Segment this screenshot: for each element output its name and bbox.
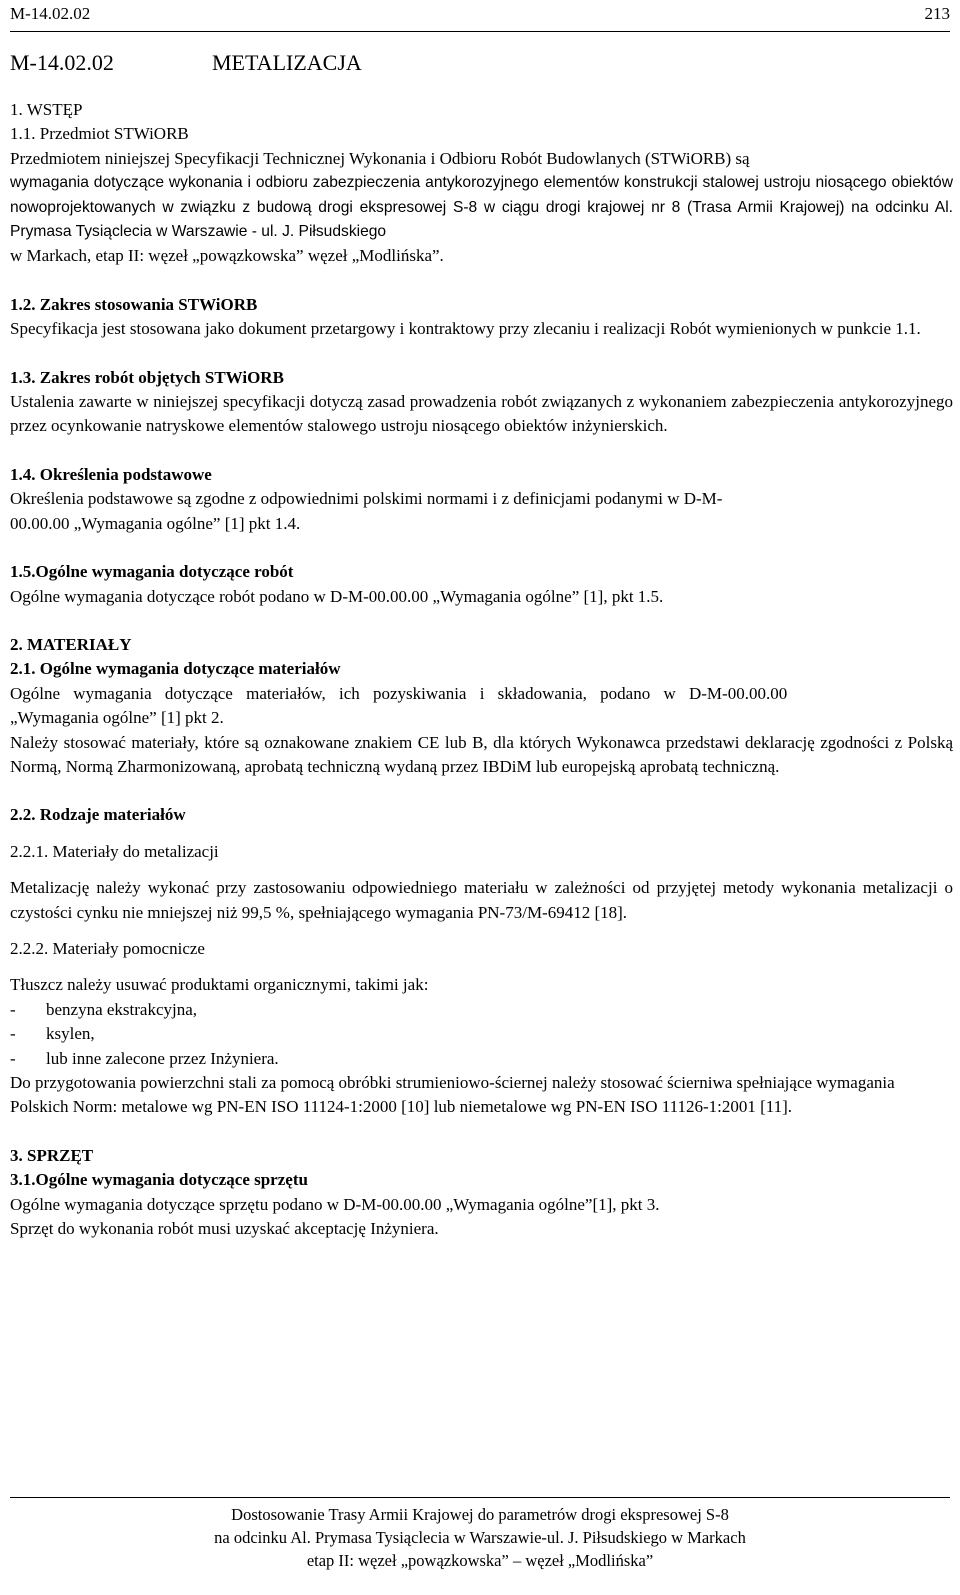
section-1-4-text-b: 00.00.00 „Wymagania ogólne” [1] pkt 1.4. — [10, 513, 301, 533]
section-3-1-text-b: Sprzęt do wykonania robót musi uzyskać akceptację Inżyniera. — [10, 1219, 439, 1239]
list-item: - lub inne zalecone przez Inżyniera. — [10, 1048, 279, 1068]
section-2-2-2-text-b: Do przygotowania powierzchni stali za pomocą obróbki strumieniowo-ściernej należy stosować ścierniwa spełniające wymagania Polskich Norm: metalowe wg PN-EN ISO 11124-1:2000 [10] lub niemetalowe wg PN-EN ISO 11126-1:2001 [11]. — [10, 1073, 895, 1117]
footer-rule — [10, 1497, 950, 1498]
section-2-2-heading: 2.2. Rodzaje materiałów — [10, 805, 186, 825]
section-3-1-heading: 3.1.Ogólne wymagania dotyczące sprzętu — [10, 1170, 308, 1190]
list-item: - benzyna ekstrakcyjna, — [10, 999, 198, 1019]
document-body — [10, 98, 953, 1241]
section-1-1-heading: 1.1. Przedmiot STWiORB — [10, 124, 189, 144]
header-rule — [10, 31, 950, 32]
page-number: 213 — [924, 4, 950, 23]
section-1-1-text-b: wymagania dotyczące wykonania i odbioru zabezpieczenia antykorozyjnego elementów konstrukcji stalowej ustroju niosącego obiektów nowoprojektowanych w związku z budową drogi ekspresowej S-8 w ciągu drogi krajowej nr 8 (Trasa Armii Krajowej) na odcinku Al. Prymasa Tysiąclecia w Warszawie - ul. J. Piłsudskiego — [10, 174, 953, 241]
header-code: M-14.02.02 — [10, 4, 91, 23]
section-1-4-heading: 1.4. Określenia podstawowe — [10, 464, 212, 484]
page-header — [10, 4, 950, 26]
section-1-2-text: Specyfikacja jest stosowana jako dokument przetargowy i kontraktowy przy zlecaniu i realizacji Robót wymienionych w punkcie 1.1. — [10, 319, 921, 339]
footer-line-1: Dostosowanie Trasy Armii Krajowej do parametrów drogi ekspresowej S-8 — [231, 1505, 729, 1524]
section-3-heading: 3. SPRZĘT — [10, 1145, 94, 1165]
section-1-3-text: Ustalenia zawarte w niniejszej specyfikacji dotyczą zasad prowadzenia robót związanych z wykonaniem zabezpieczenia antykorozyjnego przez ocynkowanie natryskowe elementów stalowego ustroju niosącego obiektów inżynierskich. — [10, 392, 953, 436]
section-1-1-text-a: Przedmiotem niniejszej Specyfikacji Technicznej Wykonania i Odbioru Robót Budowlanych (STWiORB) są — [10, 148, 750, 168]
section-1-5-heading: 1.5.Ogólne wymagania dotyczące robót — [10, 562, 294, 582]
section-1-3-heading: 1.3. Zakres robót objętych STWiORB — [10, 367, 284, 387]
section-2-2-1-heading: 2.2.1. Materiały do metalizacji — [10, 841, 219, 861]
title-name: METALIZACJA — [212, 50, 362, 75]
page-footer — [10, 1503, 950, 1572]
list-item: - ksylen, — [10, 1024, 95, 1044]
section-2-2-2-heading: 2.2.2. Materiały pomocnicze — [10, 938, 205, 958]
section-2-2-2-text-a: Tłuszcz należy usuwać produktami organicznymi, takimi jak: — [10, 975, 429, 995]
footer-line-2: na odcinku Al. Prymasa Tysiąclecia w Warszawie-ul. J. Piłsudskiego w Markach — [214, 1528, 746, 1547]
section-2-1-text-b: „Wymagania ogólne” [1] pkt 2. — [10, 708, 224, 728]
title-code: M-14.02.02 — [10, 50, 114, 75]
section-1-1-text-c: w Markach, etap II: węzeł „powązkowska” węzeł „Modlińska”. — [10, 246, 444, 266]
section-3-1-text-a: Ogólne wymagania dotyczące sprzętu podano w D-M-00.00.00 „Wymagania ogólne”[1], pkt 3. — [10, 1194, 660, 1214]
section-1-heading: 1. WSTĘP — [10, 100, 83, 119]
section-2-1-text-c: Należy stosować materiały, które są oznakowane znakiem CE lub B, dla których Wykonawca przedstawi deklarację zgodności z Polską Normą, Normą Zharmonizowaną, aprobatą techniczną wydaną przez IBDiM lub europejską aprobatą techniczną. — [10, 732, 953, 776]
section-2-2-1-text: Metalizację należy wykonać przy zastosowaniu odpowiedniego materiału w zależności od przyjętej metody wykonania metalizacji o czystości cynku nie mniejszej niż 99,5 %, spełniającego wymagania PN-73/M-69412 [18]. — [10, 878, 953, 922]
section-1-2-heading: 1.2. Zakres stosowania STWiORB — [10, 294, 258, 314]
section-1-5-text: Ogólne wymagania dotyczące robót podano w D-M-00.00.00 „Wymagania ogólne” [1], pkt 1.5. — [10, 586, 664, 606]
section-2-1-heading: 2.1. Ogólne wymagania dotyczące materiałów — [10, 659, 341, 679]
footer-line-3: etap II: węzeł „powązkowska” – węzeł „Modlińska” — [306, 1551, 654, 1570]
document-title — [10, 50, 362, 76]
section-2-1-text-a: Ogólne wymagania dotyczące materiałów, ich pozyskiwania i składowania, podano w D-M-00.00.00 — [10, 683, 788, 703]
section-2-heading: 2. MATERIAŁY — [10, 634, 132, 654]
section-1-4-text-a: Określenia podstawowe są zgodne z odpowiednimi polskimi normami i z definicjami podanymi w D-M- — [10, 489, 723, 509]
